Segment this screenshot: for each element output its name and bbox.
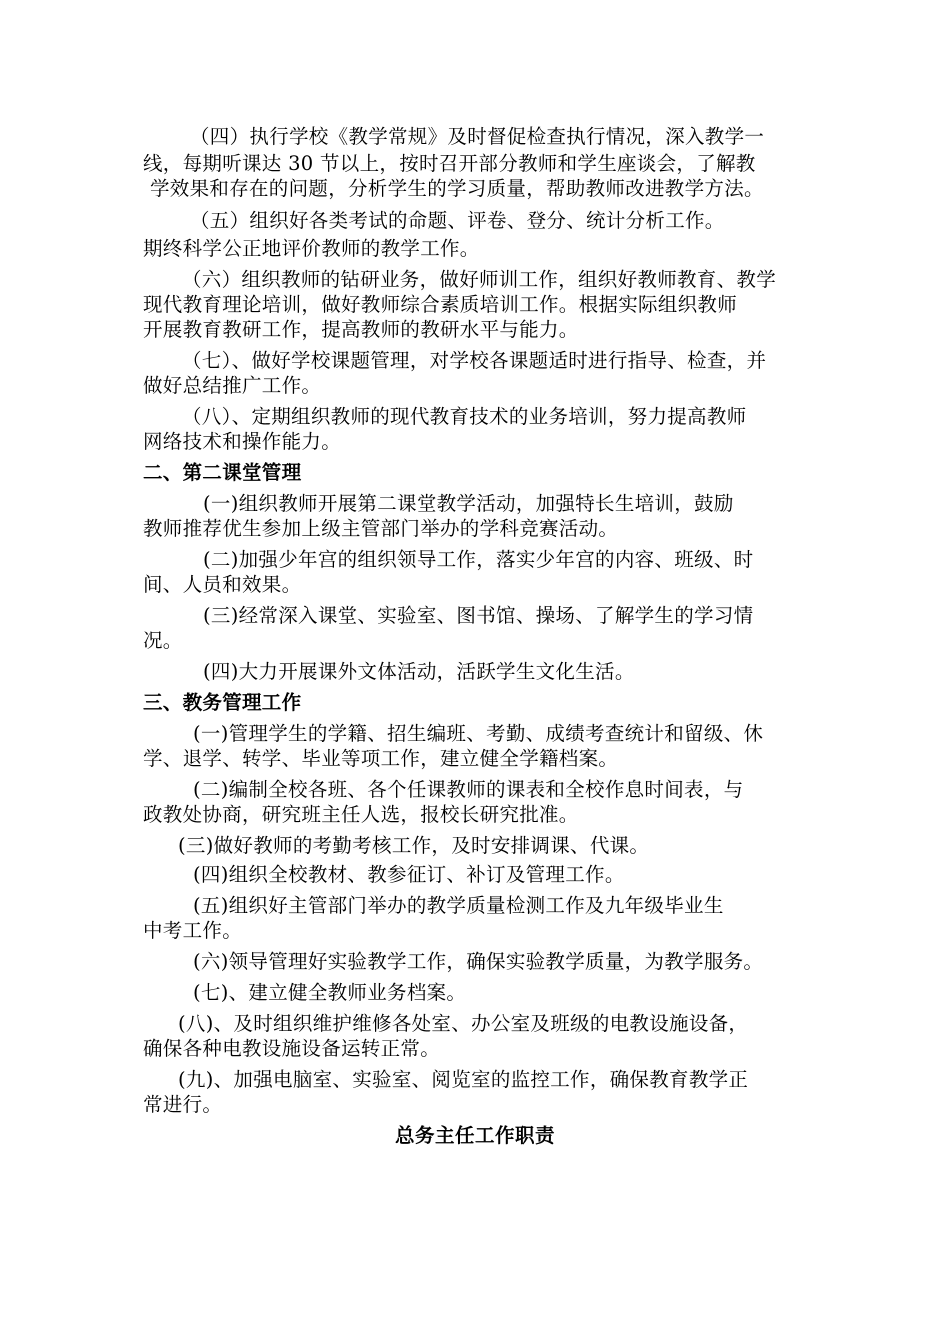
document-title: 总务主任工作职责 (394, 1124, 555, 1147)
paragraph-line: （五）组织好各类考试的命题、评卷、登分、统计分析工作。 (190, 209, 725, 232)
section-heading-academic-affairs: 三、教务管理工作 (143, 691, 302, 714)
paragraph-line: (三)做好教师的考勤考核工作，及时安排调课、代课。 (178, 834, 650, 857)
paragraph-line: 学效果和存在的问题，分析学生的学习质量，帮助教师改进教学方法。 (150, 177, 764, 200)
paragraph-line: 中考工作。 (143, 919, 243, 942)
paragraph-line: （六）组织教师的钻研业务，做好师训工作，组织好教师教育、教学 (182, 268, 777, 291)
paragraph-line: （八）、定期组织教师的现代教育技术的业务培训，努力提高教师 (182, 405, 747, 428)
paragraph-line: (九)、加强电脑室、实验室、阅览室的监控工作，确保教育教学正 (178, 1068, 749, 1091)
paragraph-line: 做好总结推广工作。 (143, 374, 322, 397)
paragraph-line: 网络技术和操作能力。 (143, 430, 342, 453)
paragraph-line: (六)领导管理好实验教学工作，确保实验教学质量，为教学服务。 (193, 950, 764, 973)
paragraph-line: (七)、建立健全教师业务档案。 (193, 981, 467, 1004)
paragraph-line: (四)大力开展课外文体活动，活跃学生文化生活。 (203, 660, 635, 683)
paragraph-line: (四)组织全校教材、教参征订、补订及管理工作。 (193, 863, 625, 886)
paragraph-line: (八)、及时组织维护维修各处室、办公室及班级的电教设施设备， (178, 1012, 749, 1035)
paragraph-line: (二)加强少年宫的组织领导工作，落实少年宫的内容、班级、时 (203, 548, 754, 571)
paragraph-line: 教师推荐优生参加上级主管部门举办的学科竞赛活动。 (143, 517, 619, 540)
paragraph-line: 常进行。 (143, 1093, 223, 1116)
paragraph-line: （七）、做好学校课题管理，对学校各课题适时进行指导、检查，并 (182, 349, 767, 372)
paragraph-line: 学、退学、转学、毕业等项工作，建立健全学籍档案。 (143, 747, 619, 770)
paragraph-line: （四）执行学校《教学常规》及时督促检查执行情况，深入教学一 (190, 125, 765, 148)
paragraph-line: 况。 (143, 629, 183, 652)
paragraph-line: 确保各种电教设施设备运转正常。 (143, 1037, 441, 1060)
paragraph-line: 现代教育理论培训，做好教师综合素质培训工作。根据实际组织教师 (143, 293, 738, 316)
paragraph-line: 线，每期听课达 30 节以上，按时召开部分教师和学生座谈会，了解教 (143, 152, 756, 175)
paragraph-line: (二)编制全校各班、各个任课教师的课表和全校作息时间表，与 (193, 778, 744, 801)
paragraph-line: (一)管理学生的学籍、招生编班、考勤、成绩考查统计和留级、休 (193, 722, 764, 745)
paragraph-line: 政教处协商，研究班主任人选，报校长研究批准。 (143, 803, 579, 826)
section-heading-second-classroom: 二、第二课堂管理 (143, 461, 302, 484)
paragraph-line: 开展教育教研工作，提高教师的教研水平与能力。 (143, 318, 579, 341)
paragraph-line: (一)组织教师开展第二课堂教学活动，加强特长生培训，鼓励 (203, 492, 734, 515)
paragraph-line: 间、人员和效果。 (143, 573, 302, 596)
paragraph-line: 期终科学公正地评价教师的教学工作。 (143, 237, 480, 260)
paragraph-line: (五)组织好主管部门举办的教学质量检测工作及九年级毕业生 (193, 894, 724, 917)
paragraph-line: (三)经常深入课堂、实验室、图书馆、操场、了解学生的学习情 (203, 604, 754, 627)
